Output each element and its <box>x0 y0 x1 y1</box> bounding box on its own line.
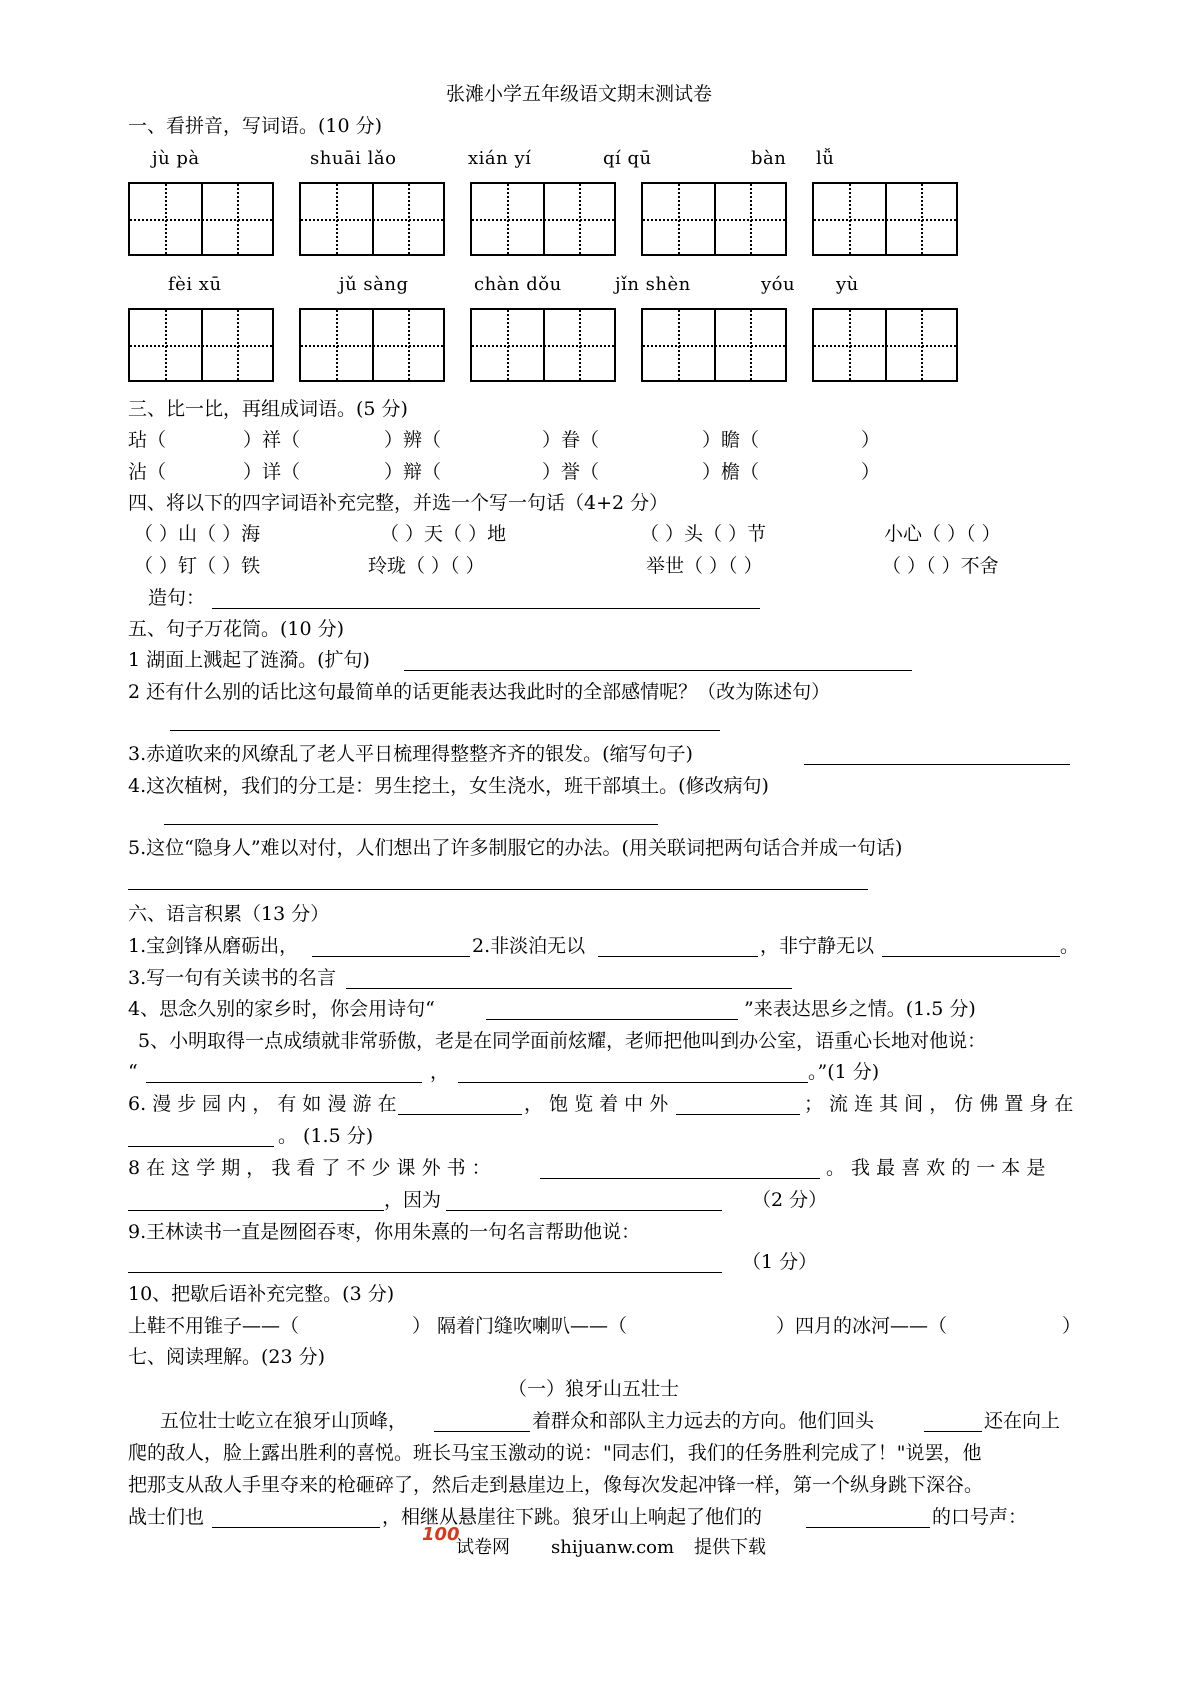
pinyin: jù pà <box>152 148 200 169</box>
char-compare-item: ）誉（ <box>542 461 600 483</box>
question: ”来表达思乡之情。(1.5 分) <box>744 998 976 1020</box>
pinyin: chàn dǒu <box>474 274 562 295</box>
char-compare-item: ） <box>861 461 881 483</box>
answer-line[interactable] <box>434 1431 530 1432</box>
section-3-heading: 三、比一比，再组成词语。(5 分) <box>128 398 408 420</box>
char-compare-item: ）祥（ <box>243 429 301 451</box>
answer-line[interactable] <box>458 1082 808 1083</box>
char-compare-item: ） <box>861 429 881 451</box>
answer-line[interactable] <box>164 824 658 825</box>
question: 1.宝剑锋从磨砺出， <box>128 935 299 957</box>
question: ，因为 <box>384 1189 442 1211</box>
question: 9.王林读书一直是囫囵吞枣，你用朱熹的一句名言帮助他说： <box>128 1221 641 1243</box>
passage-text: 还在向上 <box>984 1410 1061 1432</box>
char-compare-item: ）瞻（ <box>702 429 760 451</box>
pinyin: yóu <box>761 274 796 295</box>
question: 6. 漫 步 园 内 ， 有 如 漫 游 在 <box>128 1093 397 1115</box>
answer-line[interactable] <box>170 730 720 731</box>
punctuation: “ <box>128 1061 138 1083</box>
pinyin: xián yí <box>468 148 532 169</box>
answer-line[interactable] <box>446 1210 722 1211</box>
passage-text: 着群众和部队主力远去的方向。他们回头 <box>532 1410 875 1432</box>
answer-line[interactable] <box>882 956 1060 957</box>
writing-grid[interactable] <box>128 182 274 256</box>
pinyin: fèi xū <box>168 274 222 295</box>
question: 3.赤道吹来的风缭乱了老人平日梳理得整整齐齐的银发。(缩写句子) <box>128 743 693 765</box>
question: 。 (1.5 分) <box>278 1125 374 1147</box>
idiom-item: 玲珑（ ）（ ） <box>368 555 485 577</box>
question: ） 隔着门缝吹喇叭——（ <box>412 1315 628 1337</box>
question: 2 还有什么别的话比这句最简单的话更能表达我此时的全部感情呢？（改为陈述句） <box>128 681 831 703</box>
pinyin: jǔ sàng <box>339 274 409 295</box>
answer-line[interactable] <box>128 1210 384 1211</box>
punctuation: ） <box>1062 1315 1082 1337</box>
question: ）四月的冰河——（ <box>776 1315 948 1337</box>
question: 5.这位“隐身人”难以对付，人们想出了许多制服它的办法。(用关联词把两句话合并成一句话) <box>128 837 903 859</box>
writing-grid[interactable] <box>470 308 616 382</box>
idiom-item: 举世（ ）（ ） <box>646 555 763 577</box>
punctuation: 。 <box>1060 935 1080 957</box>
answer-line[interactable] <box>598 956 758 957</box>
question: （1 分） <box>742 1251 818 1273</box>
answer-line[interactable] <box>924 1431 982 1432</box>
section-4-heading: 四、将以下的四字词语补充完整，并选一个写一句话（4+2 分） <box>128 492 669 514</box>
footer-site-name: 试卷网 <box>456 1537 510 1558</box>
answer-line[interactable] <box>312 956 470 957</box>
char-compare-item: ）辨（ <box>384 429 442 451</box>
answer-line[interactable] <box>128 1272 722 1273</box>
page-title: 张滩小学五年级语文期末测试卷 <box>446 83 713 105</box>
answer-line[interactable] <box>540 1178 820 1179</box>
writing-grid[interactable] <box>812 308 958 382</box>
passage-text: 的口号声： <box>932 1506 1028 1528</box>
idiom-item: （ ）山（ ）海 <box>134 523 261 545</box>
pinyin: qí qū <box>603 148 652 169</box>
answer-line[interactable] <box>128 1146 274 1147</box>
question: 。”(1 分) <box>808 1061 880 1083</box>
answer-line[interactable] <box>128 889 868 890</box>
footer-url[interactable]: shijuanw.com <box>551 1537 675 1558</box>
answer-line[interactable] <box>804 764 1070 765</box>
site-logo: 100 <box>422 1524 460 1545</box>
question: ，非宁静无以 <box>760 935 875 957</box>
passage-text: 战士们也 <box>128 1506 205 1528</box>
question: 10、把歇后语补充完整。(3 分) <box>128 1283 395 1305</box>
passage-text: 爬的敌人，脸上露出胜利的喜悦。班长马宝玉激动的说："同志们，我们的任务胜利完成了！"说罢，他 <box>128 1442 982 1464</box>
question: （2 分） <box>752 1189 828 1211</box>
question: ； 流 连 其 间 ， 仿 佛 置 身 在 <box>804 1093 1074 1115</box>
section-5-heading: 五、句子万花筒。(10 分) <box>128 618 345 640</box>
question: 5、小明取得一点成绩就非常骄傲，老是在同学面前炫耀，老师把他叫到办公室，语重心长地对他说： <box>138 1030 987 1052</box>
section-6-heading: 六、语言积累（13 分） <box>128 903 330 925</box>
answer-line[interactable] <box>212 1527 380 1528</box>
question: 4、思念久别的家乡时，你会用诗句“ <box>128 998 435 1020</box>
idiom-item: （ ）钉（ ）铁 <box>134 555 261 577</box>
pinyin: shuāi lǎo <box>310 148 397 169</box>
char-compare-item: ）檐（ <box>702 461 760 483</box>
question: 8 在 这 学 期 ， 我 看 了 不 少 课 外 书 ： <box>128 1157 491 1179</box>
question: ， 饱 览 着 中 外 <box>524 1093 669 1115</box>
footer-note: 提供下载 <box>694 1537 766 1558</box>
sentence-label: 造句： <box>148 587 206 609</box>
answer-line[interactable] <box>146 1082 422 1083</box>
section-7-heading: 七、阅读理解。(23 分) <box>128 1346 326 1368</box>
answer-line[interactable] <box>676 1114 800 1115</box>
answer-line[interactable] <box>404 670 912 671</box>
char-compare-item: ）眷（ <box>542 429 600 451</box>
writing-grid[interactable] <box>641 308 787 382</box>
idiom-item: （ ）（ ）不舍 <box>882 555 999 577</box>
writing-grid[interactable] <box>128 308 274 382</box>
question: 1 湖面上溅起了涟漪。(扩句) <box>128 649 370 671</box>
idiom-item: （ ）头（ ）节 <box>640 523 767 545</box>
answer-line[interactable] <box>806 1527 930 1528</box>
answer-line[interactable] <box>212 608 760 609</box>
question: 2.非淡泊无以 <box>472 935 586 957</box>
passage-text: 把那支从敌人手里夺来的枪砸碎了，然后走到悬崖边上，像每次发起冲锋一样，第一个纵身跳下深谷。 <box>128 1474 984 1496</box>
writing-grid[interactable] <box>299 182 445 256</box>
answer-line[interactable] <box>346 988 792 989</box>
question: 4.这次植树，我们的分工是：男生挖土，女生浇水，班干部填土。(修改病句) <box>128 775 769 797</box>
passage-title: （一）狼牙山五壮士 <box>508 1378 680 1400</box>
question: 上鞋不用锥子——（ <box>128 1315 300 1337</box>
char-compare-item: 沾（ <box>128 461 167 483</box>
char-compare-item: ）辩（ <box>384 461 442 483</box>
writing-grid[interactable] <box>641 182 787 256</box>
answer-line[interactable] <box>398 1114 522 1115</box>
section-1-heading: 一、看拼音，写词语。(10 分) <box>128 115 383 137</box>
passage-text: 五位壮士屹立在狼牙山顶峰， <box>160 1410 408 1432</box>
passage-text: ，相继从悬崖往下跳。狼牙山上响起了他们的 <box>382 1506 763 1528</box>
pinyin: lǚ <box>816 148 835 169</box>
punctuation: ， <box>430 1061 450 1083</box>
pinyin: bàn <box>751 148 787 169</box>
pinyin: yù <box>836 274 859 295</box>
idiom-item: 小心（ ）（ ） <box>884 523 1001 545</box>
writing-grid[interactable] <box>812 182 958 256</box>
char-compare-item: ）详（ <box>243 461 301 483</box>
answer-line[interactable] <box>486 1019 738 1020</box>
question: 。 我 最 喜 欢 的 一 本 是 <box>826 1157 1046 1179</box>
char-compare-item: 玷（ <box>128 429 167 451</box>
question: 3.写一句有关读书的名言 <box>128 967 337 989</box>
idiom-item: （ ）天（ ）地 <box>380 523 507 545</box>
writing-grid[interactable] <box>299 308 445 382</box>
writing-grid[interactable] <box>470 182 616 256</box>
pinyin: jǐn shèn <box>615 274 691 295</box>
